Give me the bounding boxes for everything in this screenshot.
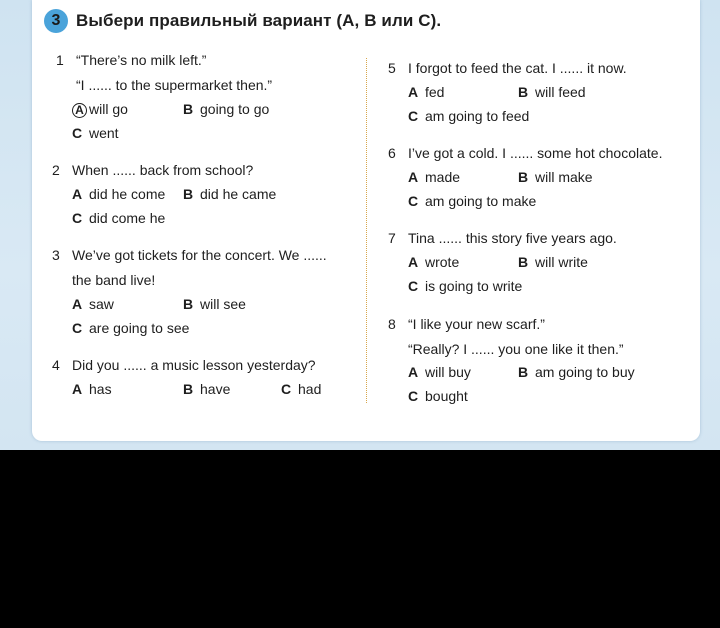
- option-text: saw: [89, 296, 114, 312]
- question-text: “There’s no milk left.”: [76, 52, 207, 68]
- option-4a[interactable]: [72, 381, 112, 397]
- question-number: 1: [56, 52, 64, 68]
- question-number: 6: [388, 145, 396, 161]
- option-text: going to go: [200, 101, 270, 117]
- question-6: [388, 145, 662, 161]
- circled-answer-mark: A: [72, 103, 87, 118]
- option-letter: A: [408, 169, 419, 185]
- option-7c[interactable]: [408, 278, 522, 294]
- option-3b[interactable]: [183, 296, 246, 312]
- option-letter: C: [281, 381, 292, 397]
- question-number: 5: [388, 60, 396, 76]
- question-number: 7: [388, 230, 396, 246]
- question-text: I forgot to feed the cat. I ...... it now.: [408, 60, 627, 76]
- option-letter: C: [72, 125, 83, 141]
- question-1: [56, 52, 206, 68]
- option-text: will feed: [535, 84, 586, 100]
- question-text: Tina ...... this story five years ago.: [408, 230, 617, 246]
- question-number: 2: [52, 162, 60, 178]
- option-letter: A: [408, 254, 419, 270]
- option-text: made: [425, 169, 461, 185]
- option-text: did he come: [89, 186, 166, 202]
- option-6a[interactable]: [408, 169, 460, 185]
- option-2a[interactable]: [72, 186, 165, 202]
- option-text: did he came: [200, 186, 277, 202]
- exercise-number-badge: 3: [44, 9, 68, 33]
- option-text: will buy: [425, 364, 471, 380]
- option-5c[interactable]: [408, 108, 529, 124]
- option-text: wrote: [425, 254, 460, 270]
- option-2c[interactable]: [72, 210, 165, 226]
- option-text: am going to buy: [535, 364, 635, 380]
- exercise-header: [44, 8, 441, 34]
- option-letter: A: [72, 186, 83, 202]
- option-letter: C: [72, 320, 83, 336]
- question-8: [388, 316, 545, 332]
- question-5: [388, 60, 627, 76]
- option-3a[interactable]: [72, 296, 114, 312]
- option-text: went: [89, 125, 119, 141]
- option-text: will make: [535, 169, 593, 185]
- option-text: am going to feed: [425, 108, 530, 124]
- question-text: Did you ...... a music lesson yesterday?: [72, 357, 316, 373]
- option-letter: C: [408, 278, 419, 294]
- question-3-line-2: the band live!: [72, 272, 156, 288]
- option-letter: B: [183, 101, 194, 117]
- option-5b[interactable]: [518, 84, 586, 100]
- option-6b[interactable]: [518, 169, 593, 185]
- option-letter: B: [183, 381, 194, 397]
- option-letter: A: [408, 364, 419, 380]
- option-1c[interactable]: [72, 125, 119, 141]
- question-text: When ...... back from school?: [72, 162, 254, 178]
- option-3c[interactable]: [72, 320, 189, 336]
- option-6c[interactable]: [408, 193, 536, 209]
- option-letter: B: [183, 296, 194, 312]
- option-1a[interactable]: [72, 101, 128, 118]
- question-8-line-2: “Really? I ...... you one like it then.”: [408, 341, 624, 357]
- option-letter: A: [72, 381, 83, 397]
- option-8b[interactable]: [518, 364, 635, 380]
- option-letter: C: [72, 210, 83, 226]
- option-letter: C: [408, 388, 419, 404]
- question-number: 3: [52, 247, 60, 263]
- option-letter: B: [183, 186, 194, 202]
- option-text: will write: [535, 254, 588, 270]
- question-1-line-2: “I ...... to the supermarket then.”: [76, 77, 273, 93]
- option-letter: A: [72, 296, 83, 312]
- option-8a[interactable]: [408, 364, 471, 380]
- option-letter: B: [518, 169, 529, 185]
- option-text: is going to write: [425, 278, 523, 294]
- option-8c[interactable]: [408, 388, 468, 404]
- option-text: bought: [425, 388, 468, 404]
- option-4c[interactable]: [281, 381, 321, 397]
- option-text: have: [200, 381, 231, 397]
- option-4b[interactable]: [183, 381, 230, 397]
- option-letter: B: [518, 364, 529, 380]
- option-2b[interactable]: [183, 186, 276, 202]
- option-letter: A: [408, 84, 419, 100]
- option-7b[interactable]: [518, 254, 588, 270]
- option-text: am going to make: [425, 193, 537, 209]
- question-text: I’ve got a cold. I ...... some hot chocolate.: [408, 145, 663, 161]
- question-2: [52, 162, 253, 178]
- option-text: did come he: [89, 210, 166, 226]
- option-letter: C: [408, 108, 419, 124]
- option-text: had: [298, 381, 322, 397]
- exercise-title: Выбери правильный вариант (A, B или C).: [76, 11, 442, 30]
- option-text: has: [89, 381, 112, 397]
- option-text: will go: [89, 101, 128, 117]
- option-text: are going to see: [89, 320, 190, 336]
- option-1b[interactable]: [183, 101, 269, 117]
- option-7a[interactable]: [408, 254, 459, 270]
- question-number: 4: [52, 357, 60, 373]
- option-5a[interactable]: [408, 84, 444, 100]
- question-3: [52, 247, 327, 263]
- question-4: [52, 357, 316, 373]
- option-letter: B: [518, 84, 529, 100]
- question-7: [388, 230, 617, 246]
- column-divider: [366, 58, 367, 403]
- option-letter: C: [408, 193, 419, 209]
- option-text: fed: [425, 84, 445, 100]
- question-text: We’ve got tickets for the concert. We ......: [72, 247, 327, 263]
- question-text: “I like your new scarf.”: [408, 316, 545, 332]
- question-number: 8: [388, 316, 396, 332]
- option-letter: B: [518, 254, 529, 270]
- option-text: will see: [200, 296, 246, 312]
